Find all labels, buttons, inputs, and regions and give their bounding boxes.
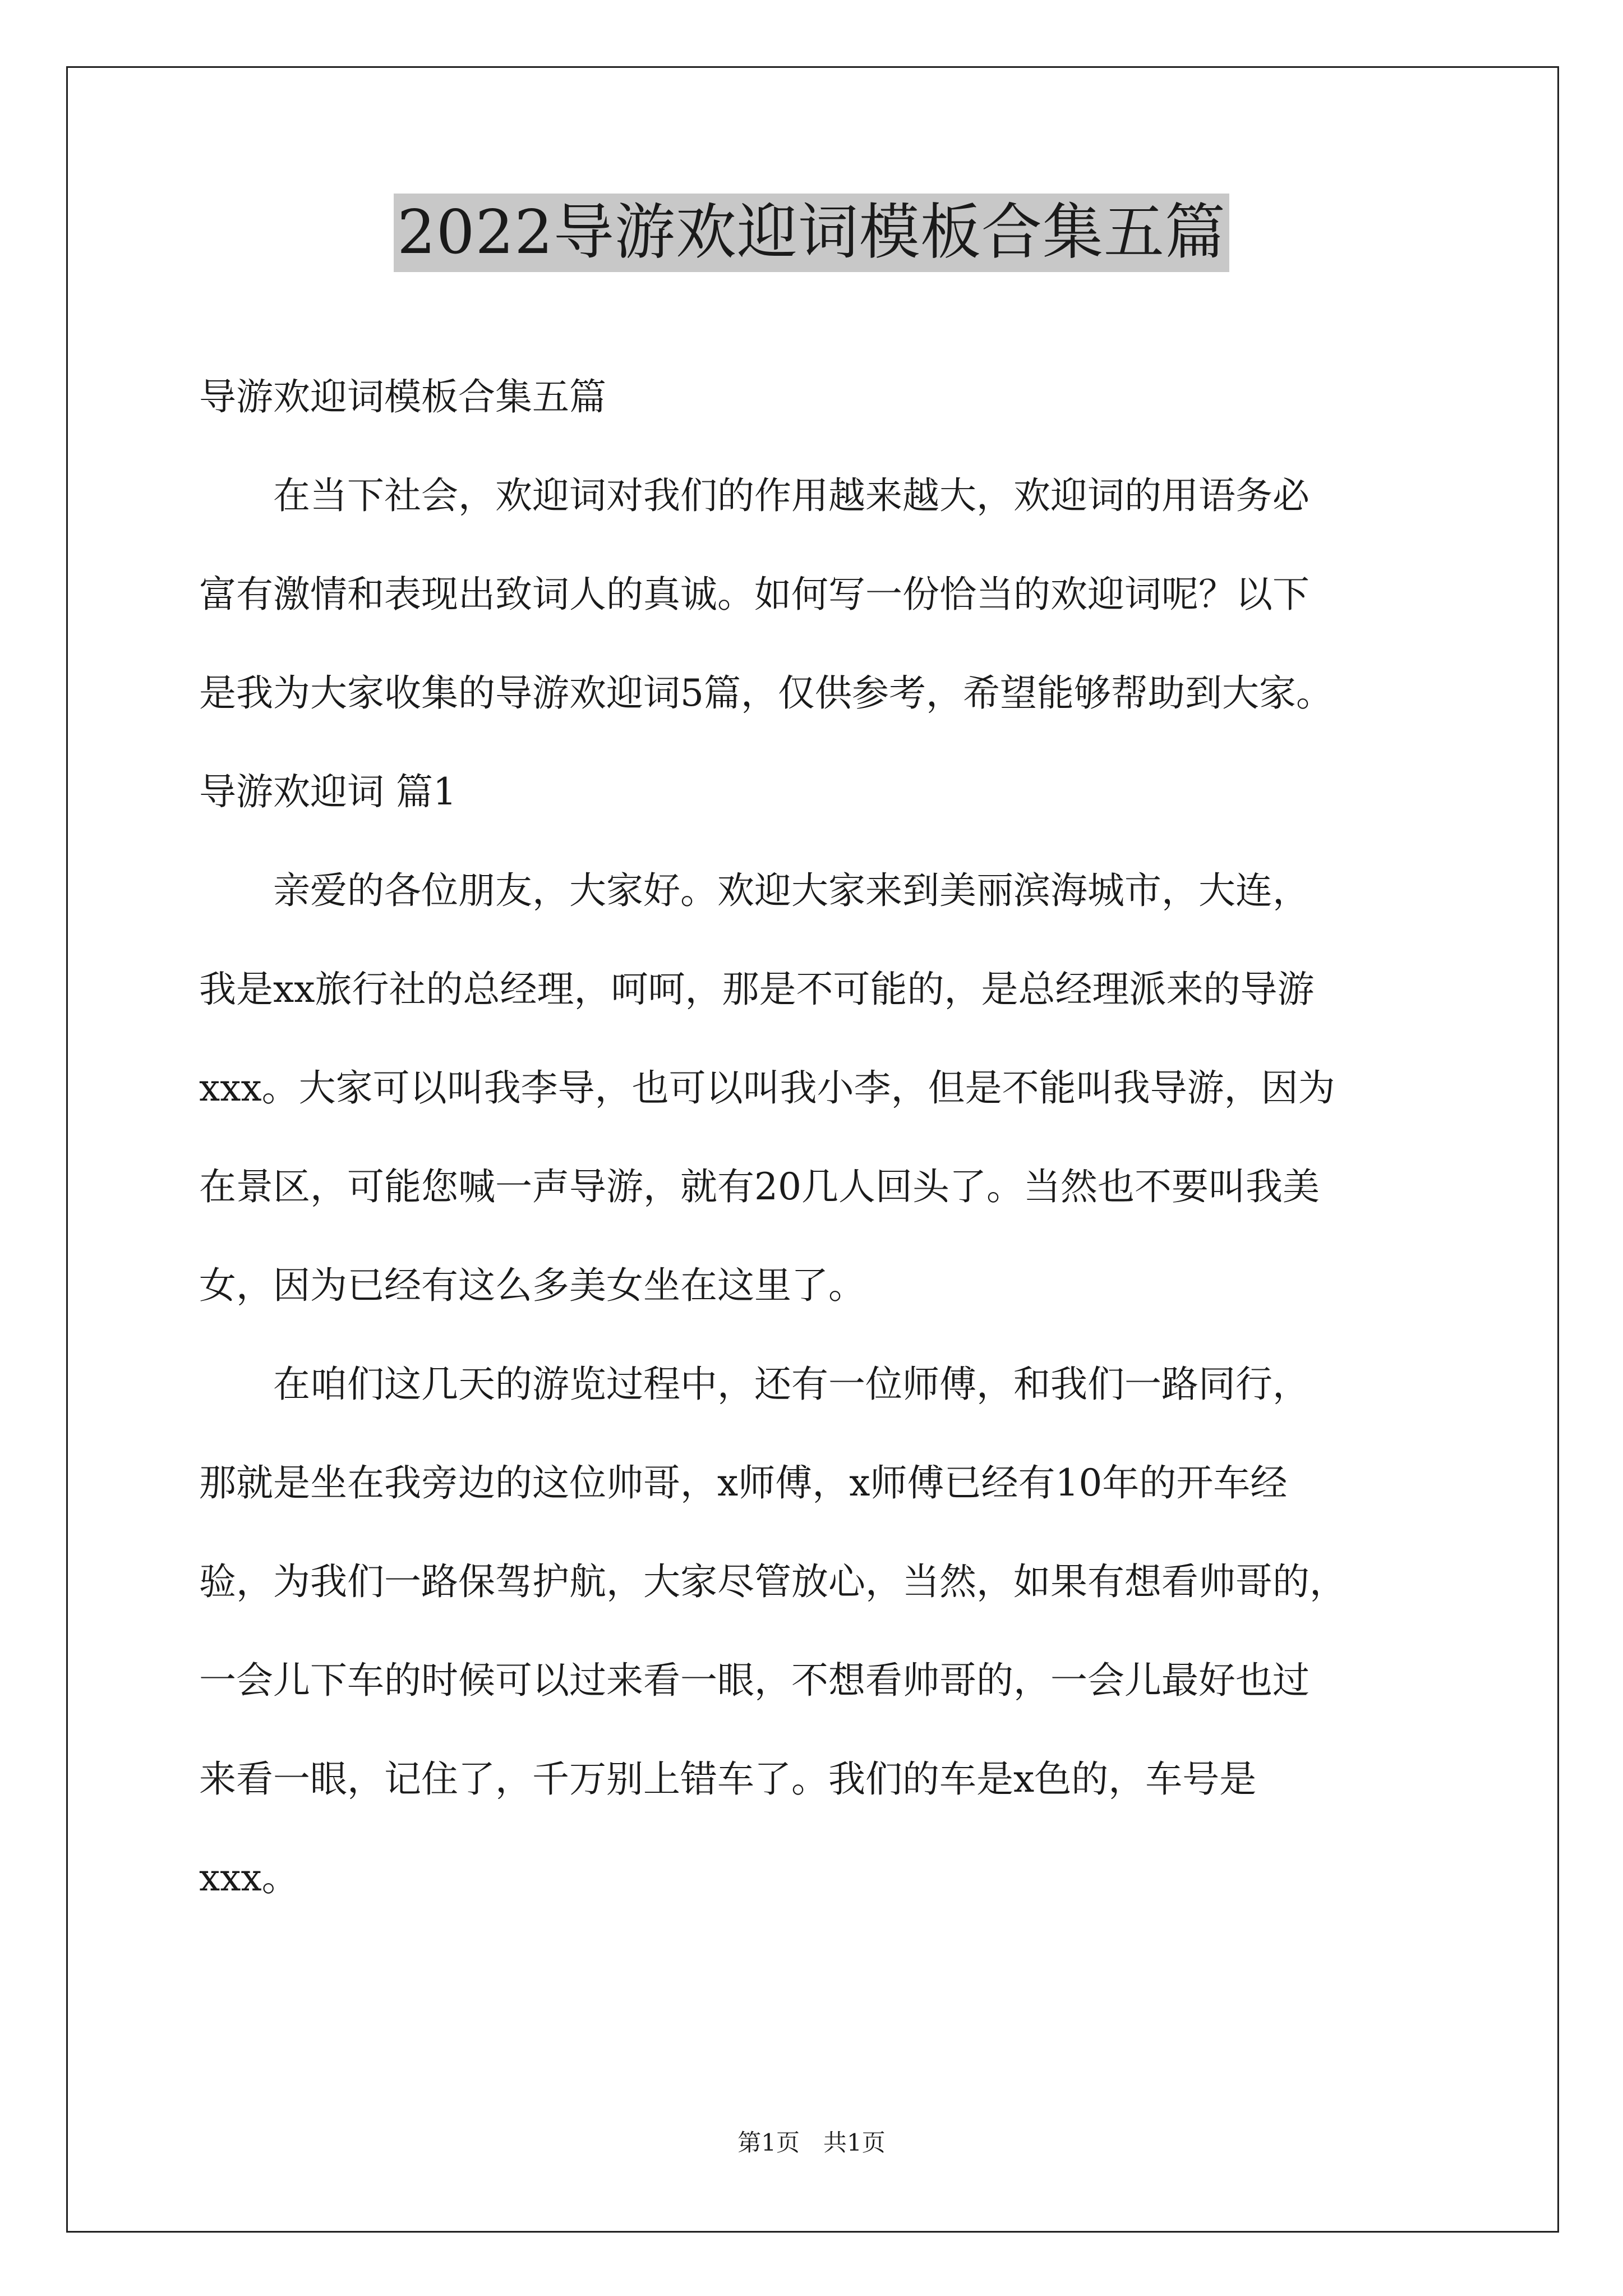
section-heading: 导游欢迎词 篇1 [199, 770, 457, 813]
intro-line: 是我为大家收集的导游欢迎词5篇，仅供参考，希望能够帮助到大家。 [199, 671, 1333, 715]
paragraph2-line: 验，为我们一路保驾护航，大家尽管放心，当然，如果有想看帅哥的， [199, 1560, 1347, 1603]
document-body [199, 348, 1461, 1927]
paragraph2-line: 在咱们这几天的游览过程中，还有一位师傅，和我们一路同行， [273, 1363, 1310, 1406]
title-wrap [0, 194, 1623, 272]
paragraph2-line: 那就是坐在我旁边的这位帅哥，x师傅，x师傅已经有10年的开车经 [199, 1461, 1288, 1504]
paragraph1-line: xxx。大家可以叫我李导，也可以叫我小李，但是不能叫我导游，因为 [199, 1066, 1335, 1110]
paragraph2-line: xxx。 [199, 1856, 299, 1899]
page-footer: 第1页 共1页 [737, 2129, 886, 2156]
paragraph1-line: 在景区，可能您喊一声导游，就有20几人回头了。当然也不要叫我美 [199, 1165, 1320, 1208]
paragraph2-line: 一会儿下车的时候可以过来看一眼，不想看帅哥的，一会儿最好也过 [199, 1659, 1310, 1702]
subtitle: 导游欢迎词模板合集五篇 [199, 375, 606, 418]
paragraph1-line: 女，因为已经有这么多美女坐在这里了。 [199, 1264, 865, 1307]
intro-line: 在当下社会，欢迎词对我们的作用越来越大，欢迎词的用语务必 [273, 474, 1310, 517]
intro-line: 富有激情和表现出致词人的真诚。如何写一份恰当的欢迎词呢？以下 [199, 573, 1310, 616]
document-title: 2022导游欢迎词模板合集五篇 [394, 194, 1229, 272]
paragraph1-line: 亲爱的各位朋友，大家好。欢迎大家来到美丽滨海城市，大连， [273, 869, 1310, 912]
paragraph1-line: 我是xx旅行社的总经理，呵呵，那是不可能的，是总经理派来的导游 [199, 968, 1315, 1011]
paragraph2-line: 来看一眼，记住了，千万别上错车了。我们的车是x色的，车号是 [199, 1757, 1257, 1801]
